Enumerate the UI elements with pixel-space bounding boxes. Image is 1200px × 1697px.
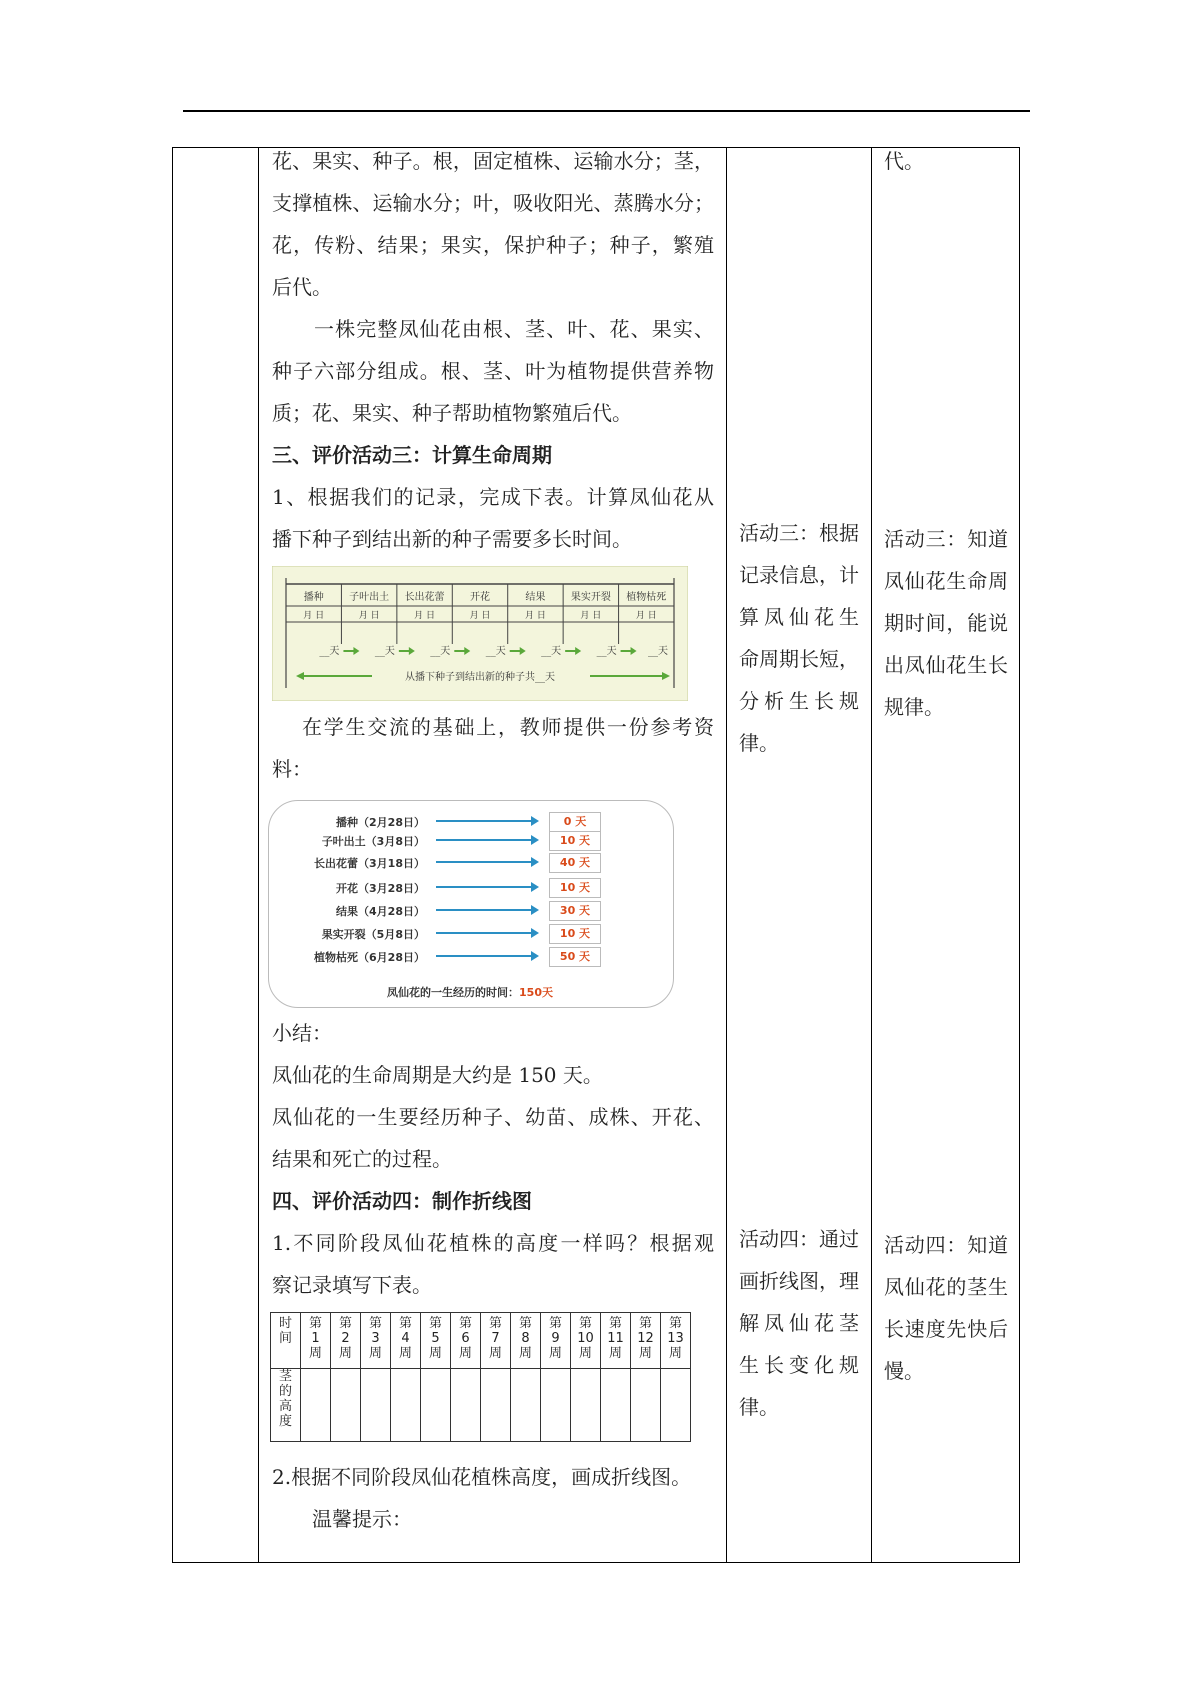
text-line: 长速度先快后: [884, 1317, 1008, 1341]
content-column-4: [272, 1456, 722, 1540]
week-label: 第 4 周: [398, 1316, 412, 1361]
stage-date-label: 子叶出土（3月8日）: [321, 835, 425, 848]
week-label: 第 7 周: [488, 1316, 502, 1361]
arrow-right-icon: [436, 932, 532, 934]
week-label: 第 11 周: [607, 1316, 624, 1361]
week-header-cell: [361, 1313, 391, 1369]
total-days-label: 从播下种子到结出新的种子共__天: [405, 672, 555, 683]
tip-label: 温馨提示：: [312, 1507, 412, 1531]
gap-days-label: __天: [485, 646, 506, 657]
stage-date-label: 植物枯死（6月28日）: [314, 951, 425, 964]
week-label: 第 8 周: [518, 1316, 532, 1361]
text-line: 花、果实、种子。根，固定植株、运输水分；茎，: [272, 149, 714, 173]
text-line: 画折线图，理: [739, 1269, 859, 1293]
header-rule: [183, 110, 1030, 112]
stage-header: 开花: [470, 592, 490, 603]
text-line: 记录信息，计: [739, 563, 859, 587]
stem-height-input-cell[interactable]: [631, 1369, 661, 1442]
arrow-right-icon: [436, 955, 532, 957]
activity-4-description: [739, 1218, 859, 1428]
reference-row: [268, 924, 672, 944]
stage-header: 子叶出土: [349, 592, 390, 603]
text-line: 活动三：知道: [884, 527, 1008, 551]
total-time-label: 凤仙花的一生经历的时间：: [387, 986, 520, 999]
text-line: 出凤仙花生长: [884, 653, 1008, 677]
week-header-cell: [301, 1313, 331, 1369]
text-line: 播下种子到结出新的种子需要多长时间。: [272, 527, 632, 551]
table-column-divider: [726, 147, 727, 1563]
gap-days-label: __天: [596, 646, 617, 657]
question-4-1: [272, 1222, 714, 1306]
text-line: 种子六部分组成。根、茎、叶为植物提供营养物: [272, 359, 714, 383]
stage-header: 果实开裂: [570, 592, 611, 603]
week-label: 第 12 周: [637, 1316, 654, 1361]
time-header-text: 时 间: [278, 1316, 292, 1346]
week-header-cell: [451, 1313, 481, 1369]
stem-height-input-cell[interactable]: [601, 1369, 631, 1442]
date-cell: 月 日: [358, 611, 380, 621]
section-heading-3: 三、评价活动三：计算生命周期: [272, 443, 552, 467]
stem-height-label: 茎 的 高 度: [278, 1369, 292, 1429]
goal-column-top: [884, 140, 1008, 182]
text-line: 1.不同阶段凤仙花植株的高度一样吗？根据观: [272, 1231, 714, 1255]
reference-row: [268, 878, 672, 898]
date-cell: 月 日: [635, 611, 657, 621]
date-cell: 月 日: [580, 611, 602, 621]
stage-days-value: 10 天: [549, 878, 601, 898]
week-header-cell: [601, 1313, 631, 1369]
stage-date-label: 果实开裂（5月8日）: [321, 928, 425, 941]
week-header-cell: [571, 1313, 601, 1369]
question-4-2: 2.根据不同阶段凤仙花植株高度，画成折线图。: [272, 1465, 692, 1489]
week-header-cell: [511, 1313, 541, 1369]
record-timeline-figure: [272, 566, 688, 701]
reference-row: [268, 812, 672, 832]
text-line: 支撑植株、运输水分；叶，吸收阳光、蒸腾水分；: [272, 191, 714, 215]
stem-height-label-cell: [271, 1369, 301, 1442]
content-column-2: [272, 706, 714, 790]
week-header-cell: [661, 1313, 691, 1369]
arrow-right-icon: [436, 861, 532, 863]
text-line: 凤仙花的茎生: [884, 1275, 1008, 1299]
text-line: 在学生交流的基础上，教师提供一份参考资: [302, 715, 714, 739]
week-label: 第 3 周: [368, 1316, 382, 1361]
text-line: 质；花、果实、种子帮助植物繁殖后代。: [272, 401, 632, 425]
activity-4-goal: [884, 1224, 1008, 1392]
week-label: 第 9 周: [548, 1316, 562, 1361]
stem-height-input-cell[interactable]: [511, 1369, 541, 1442]
text-line: 命周期长短，: [739, 647, 859, 671]
table-column-divider: [258, 147, 259, 1563]
gap-days-label: __天: [319, 646, 340, 657]
section-heading-4: 四、评价活动四：制作折线图: [272, 1189, 532, 1213]
summary-text: [272, 1054, 714, 1180]
stage-days-value: 10 天: [549, 831, 601, 851]
content-column: [272, 140, 714, 560]
text-line: 生长变化规: [739, 1353, 859, 1377]
text-line: 一株完整凤仙花由根、茎、叶、花、果实、: [314, 317, 714, 341]
text-line: 料：: [272, 757, 312, 781]
text-line: 察记录填写下表。: [272, 1273, 432, 1297]
table-column-divider: [871, 147, 872, 1563]
stage-header: 长出花蕾: [404, 592, 445, 603]
stem-height-input-cell[interactable]: [481, 1369, 511, 1442]
stage-date-label: 结果（4月28日）: [336, 905, 425, 918]
text-line: 分析生长规: [739, 689, 859, 713]
stem-height-input-cell[interactable]: [331, 1369, 361, 1442]
text-line: 1、根据我们的记录，完成下表。计算凤仙花从: [272, 485, 714, 509]
gap-days-label: __天: [374, 646, 395, 657]
stage-days-value: 30 天: [549, 901, 601, 921]
total-time-value: 150天: [519, 986, 553, 999]
gap-days-label: __天: [541, 646, 562, 657]
stage-days-value: 50 天: [549, 947, 601, 967]
stem-height-input-cell[interactable]: [421, 1369, 451, 1442]
stem-height-input-cell[interactable]: [301, 1369, 331, 1442]
week-label: 第 2 周: [338, 1316, 352, 1361]
reference-row: [268, 901, 672, 921]
reference-row: [268, 853, 672, 873]
reference-row: [268, 947, 672, 967]
text-line: 算凤仙花生: [739, 605, 859, 629]
text-line: 活动四：知道: [884, 1233, 1008, 1257]
arrow-right-icon: [436, 909, 532, 911]
stem-height-input-cell[interactable]: [361, 1369, 391, 1442]
text-line: 律。: [739, 1395, 779, 1419]
text-line: 期时间，能说: [884, 611, 1008, 635]
text-line: 代。: [884, 149, 924, 173]
stage-date-label: 长出花蕾（3月18日）: [314, 857, 425, 870]
text-line: 慢。: [884, 1359, 924, 1383]
week-header-cell: [541, 1313, 571, 1369]
week-header-cell: [481, 1313, 511, 1369]
date-cell: 月 日: [303, 611, 325, 621]
week-label: 第 6 周: [458, 1316, 472, 1361]
arrow-right-icon: [436, 886, 532, 888]
text-line: 花，传粉、结果；果实，保护种子；种子，繁殖: [272, 233, 714, 257]
week-header-cell: [391, 1313, 421, 1369]
stem-height-input-cell[interactable]: [451, 1369, 481, 1442]
text-line: 凤仙花的生命周期是大约是 150 天。: [272, 1063, 603, 1087]
stage-header: 结果: [525, 592, 546, 603]
stage-date-label: 播种（2月28日）: [336, 816, 425, 829]
stem-height-table: [270, 1312, 691, 1442]
date-cell: 月 日: [469, 611, 491, 621]
week-label: 第 10 周: [577, 1316, 594, 1361]
stage-header: 播种: [303, 592, 324, 603]
reference-intro: [272, 706, 714, 790]
text-line: 解凤仙花茎: [739, 1311, 859, 1335]
arrow-right-icon: [436, 839, 532, 841]
text-line: 活动四：通过: [739, 1227, 859, 1251]
gap-days-label: __天: [430, 646, 451, 657]
week-header-cell: [331, 1313, 361, 1369]
text-line: 规律。: [884, 695, 944, 719]
reference-data-figure: [268, 800, 676, 1010]
week-label: 第 5 周: [428, 1316, 442, 1361]
activity-3-goal: [884, 518, 1008, 728]
parts-function-paragraph: [272, 140, 714, 308]
date-cell: 月 日: [414, 611, 436, 621]
stage-days-value: 40 天: [549, 853, 601, 873]
text-line: 律。: [739, 731, 779, 755]
arrow-right-icon: [436, 820, 532, 822]
time-header-cell: [271, 1313, 301, 1369]
text-line: 结果和死亡的过程。: [272, 1147, 452, 1171]
text-line: 凤仙花生命周: [884, 569, 1008, 593]
total-time: [268, 984, 672, 1000]
stem-height-input-cell[interactable]: [661, 1369, 691, 1442]
week-header-cell: [631, 1313, 661, 1369]
activity-3-description: [739, 512, 859, 764]
summary-title: 小结：: [272, 1021, 332, 1045]
stem-height-input-cell[interactable]: [541, 1369, 571, 1442]
plant-composition-paragraph: [272, 308, 714, 434]
stem-height-input-cell[interactable]: [391, 1369, 421, 1442]
week-label: 第 1 周: [308, 1316, 322, 1361]
content-column-3: [272, 1012, 714, 1306]
stage-days-value: 0 天: [549, 812, 601, 832]
date-cell: 月 日: [524, 611, 546, 621]
week-label: 第 13 周: [667, 1316, 684, 1361]
stem-height-input-cell[interactable]: [571, 1369, 601, 1442]
stage-header: 植物枯死: [626, 592, 667, 603]
reference-row: [268, 831, 672, 851]
stage-days-value: 10 天: [549, 924, 601, 944]
text-line: 后代。: [272, 275, 332, 299]
question-3-1: [272, 476, 714, 560]
gap-days-label: __天: [648, 646, 668, 657]
text-line: 活动三：根据: [739, 521, 859, 545]
stage-date-label: 开花（3月28日）: [336, 882, 425, 895]
text-line: 凤仙花的一生要经历种子、幼苗、成株、开花、: [272, 1105, 714, 1129]
week-header-cell: [421, 1313, 451, 1369]
